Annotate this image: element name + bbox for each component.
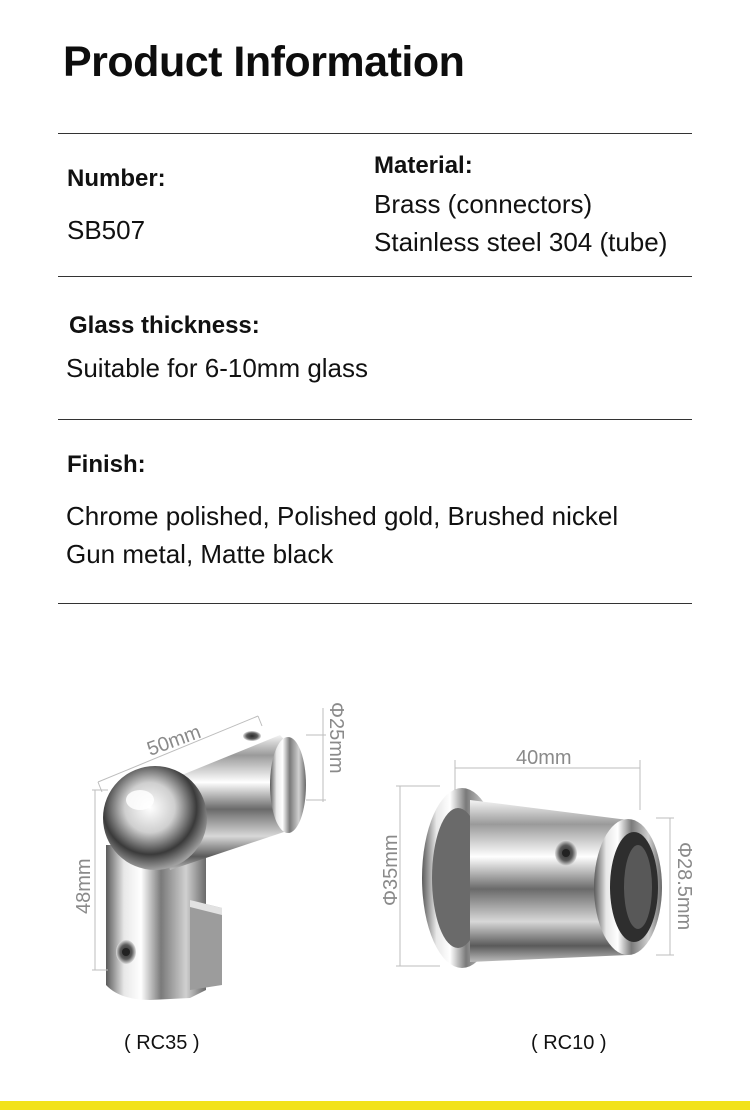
glass-thickness-label: Glass thickness: [69,312,260,339]
rc10-connector-image [422,788,662,968]
number-value: SB507 [67,215,146,245]
rc10-caption: ( RC10 ) [531,1032,607,1054]
bottom-accent-bar [0,1101,750,1110]
rc35-diameter-dim: Φ25mm [325,702,347,774]
rc10-length-dim: 40mm [516,747,572,769]
rc10-inner-diameter-dim: Φ28.5mm [673,842,695,931]
rc35-connector-image [103,731,306,1000]
material-line-2: Stainless steel 304 (tube) [374,227,668,257]
rc35-height-dim: 48mm [73,858,95,914]
rc35-length-dim: 50mm [144,721,204,761]
finish-line-2: Gun metal, Matte black [66,539,334,569]
finish-line-1: Chrome polished, Polished gold, Brushed nickel [66,501,619,531]
glass-thickness-value: Suitable for 6-10mm glass [66,353,369,383]
material-line-1: Brass (connectors) [374,189,593,219]
page-title: Product Information [63,38,465,86]
finish-label: Finish: [67,451,146,478]
rc35-caption: ( RC35 ) [124,1032,200,1054]
rc10-outer-diameter-dim: Φ35mm [380,834,402,906]
material-label: Material: [374,152,473,179]
number-label: Number: [67,165,166,192]
